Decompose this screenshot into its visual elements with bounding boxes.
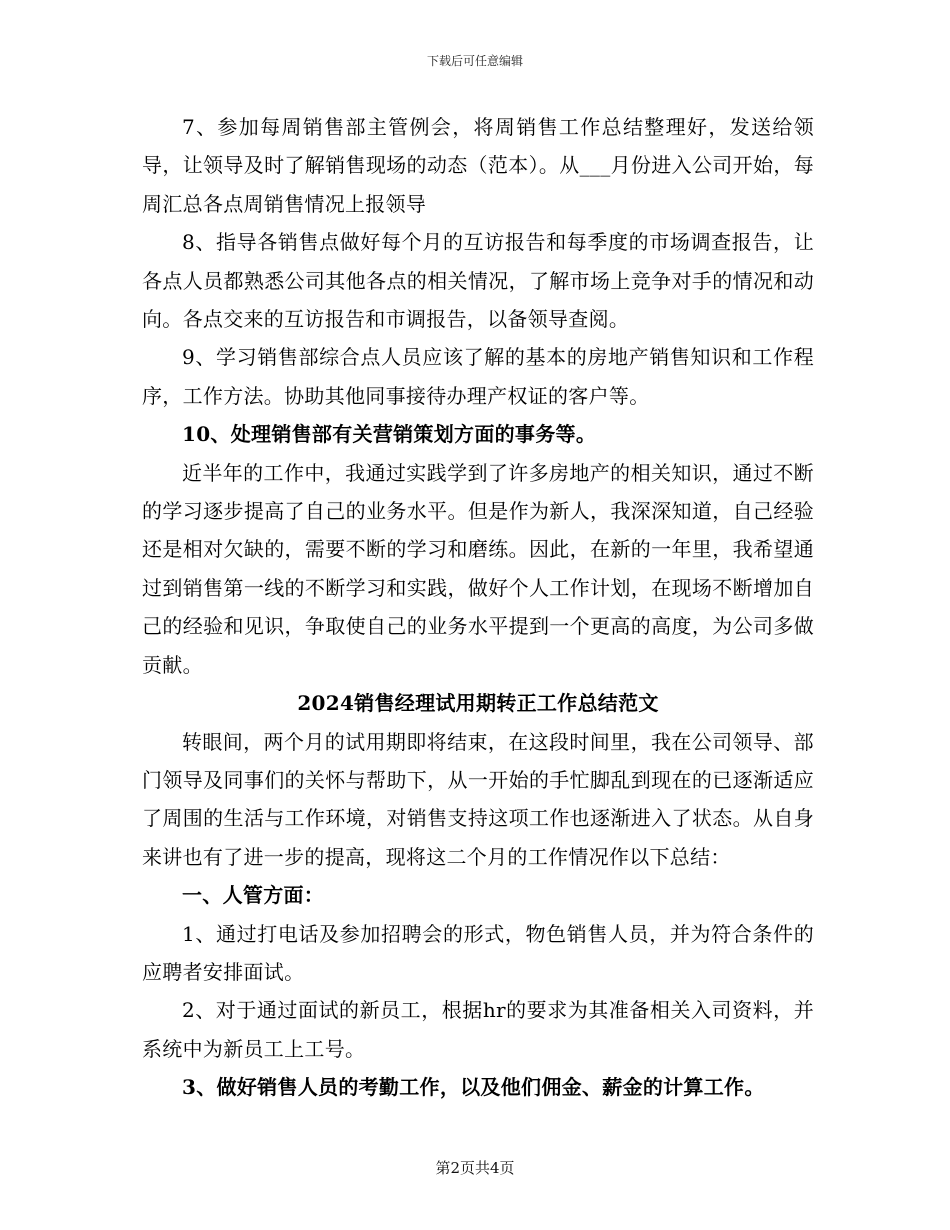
- page-footer: 第2页共4页: [435, 1159, 515, 1177]
- paragraph-summary: 近半年的工作中，我通过实践学到了许多房地产的相关知识，通过不断的学习逐步提高了自己的业务水平。但是作为新人，我深深知道，自己经验还是相对欠缺的，需要不断的学习和磨练。因此，在新的一年里，我希望通过到销售第一线的不断学习和实践，做好个人工作计划，在现场不断增加自己的经验和见识，争取使自己的业务水平提到一个更高的高度，为公司多做贡献。: [142, 460, 814, 677]
- paragraph-item-9: 9、学习销售部综合点人员应该了解的基本的房地产销售知识和工作程序，工作方法。协助其他同事接待办理产权证的客户等。: [142, 345, 814, 408]
- page-header: 下载后可任意编辑: [426, 54, 523, 68]
- paragraph-intro: 转眼间，两个月的试用期即将结束，在这段时间里，我在公司领导、部门领导及同事们的关怀与帮助下，从一开始的手忙脚乱到现在的已逐渐适应了周围的生活与工作环境，对销售支持这项工作也逐渐进入了状态。从自身来讲也有了进一步的提高，现将这二个月的工作情况作以下总结：: [142, 729, 814, 869]
- paragraph-point-1: 1、通过打电话及参加招聘会的形式，物色销售人员，并为符合条件的应聘者安排面试。: [142, 921, 814, 984]
- document-body: [142, 108, 814, 1107]
- paragraph-item-10: 10、处理销售部有关营销策划方面的事务等。: [182, 422, 597, 447]
- paragraph-point-2: 2、对于通过面试的新员工，根据hr的要求为其准备相关入司资料，并系统中为新员工上工号。: [142, 998, 814, 1061]
- paragraph-item-8: 8、指导各销售点做好每个月的互访报告和每季度的市场调查报告，让各点人员都熟悉公司其他各点的相关情况，了解市场上竞争对手的情况和动向。各点交来的互访报告和市调报告，以备领导查阅。: [142, 230, 814, 332]
- paragraph-point-3: 3、做好销售人员的考勤工作，以及他们佣金、薪金的计算工作。: [182, 1075, 765, 1100]
- section-title: 2024销售经理试用期转正工作总结范文: [297, 691, 659, 716]
- paragraph-item-7: 7、参加每周销售部主管例会，将周销售工作总结整理好，发送给领导，让领导及时了解销售现场的动态（范本）。从___月份进入公司开始，每周汇总各点周销售情况上报领导: [142, 115, 814, 216]
- subheading-personnel: 一、人管方面：: [182, 883, 325, 908]
